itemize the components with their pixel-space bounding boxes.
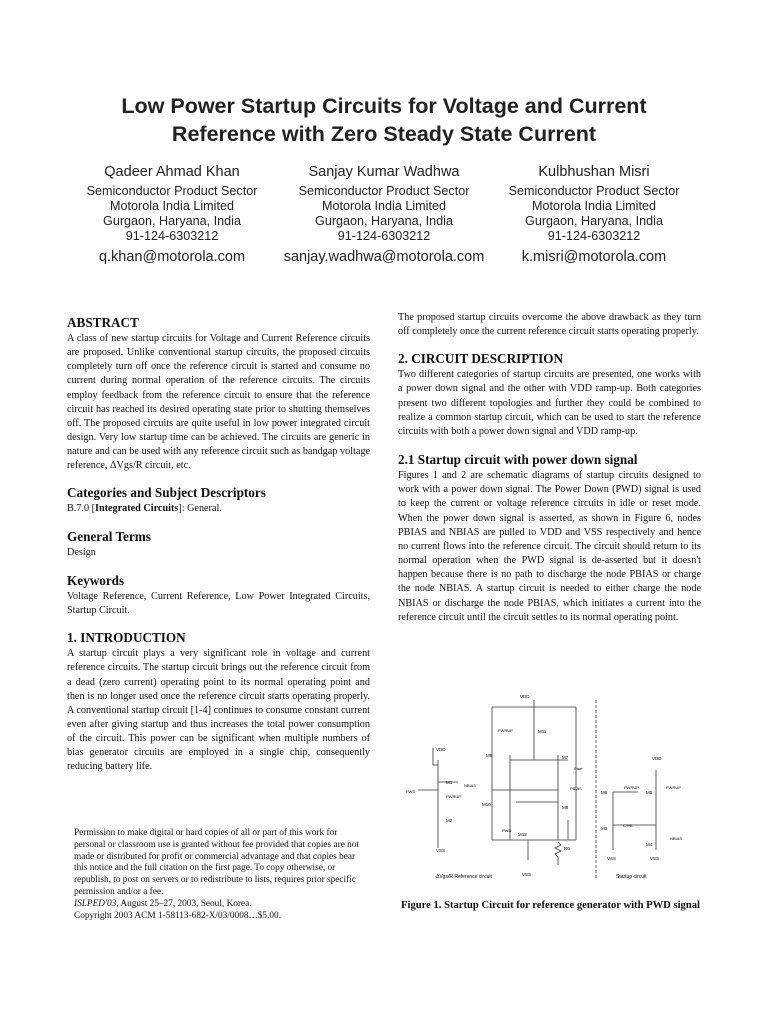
section-2-1-heading: 2.1 Startup circuit with power down signal — [398, 452, 638, 468]
circuit-diagram — [398, 690, 703, 890]
section-2-1-text: Figures 1 and 2 are schematic diagrams of startup circuits designed to work with a power down signal. The Power Down (PWD) signal is used to keep the current or voltage reference circuits in idle or reset mode. When the power down signal is asserted, as shown in Figure 6, nodes PBIAS and NBIAS are pulled to VDD and VSS respectively and hence no current flows into the reference circuit. The circuit should return to its normal operation when the PWD signal is de-asserted but it doesn't happen because there is no path to discharge the node PBIAS or charge the node NBIAS. A startup circuit is needed to either charge the node NBIAS or discharge the node PBIAS, which initiates a current into the reference circuit until the circuit settles to its normal operating point. — [398, 470, 701, 623]
author-email[interactable]: sanjay.wadhwa@motorola.com — [283, 249, 485, 265]
label-ref-circuit: ΔVgs/R Reference circuit — [436, 874, 492, 880]
label-pwrup-3: PWRUP — [624, 785, 639, 790]
author-phone: 91-124-6303212 — [547, 229, 641, 243]
label-pwd-2: PWD — [406, 789, 416, 794]
abstract-heading: ABSTRACT — [67, 315, 139, 330]
categories-text — [67, 502, 370, 516]
label-nbias-2: NBIAS — [670, 836, 683, 841]
label-m10: M10 — [482, 802, 491, 807]
label-pwrup-2: PWRUP — [446, 794, 461, 799]
label-m2: M2 — [446, 818, 453, 823]
author-name: Sanjay Kumar Wadhwa — [308, 164, 460, 180]
label-m11: M11 — [538, 729, 547, 734]
label-m9: M9 — [486, 753, 493, 758]
label-m3: M3 — [601, 826, 608, 831]
intro-text: A startup circuit plays a very significant role in voltage and current reference circuits. The startup circuit brings out the reference circuit from a dead (zero current) operating point to its normal operating point and then is no longer used once the reference circuit starts operating properly. A conventional startup circuit [1-4] continues to consume constant current even after giving startup and thus increases the total power consumption of the circuit. This power can be significant when multiple numbers of bias generator circuits are employed in a single chip, consequently reducing battery life. — [67, 648, 370, 773]
label-vss-2: VSS — [436, 848, 446, 853]
label-m5: M5 — [646, 790, 653, 795]
label-pbias: PBIAS — [570, 786, 582, 791]
permission-notice — [74, 828, 370, 922]
label-pwrup-1: PWRUP — [498, 728, 513, 733]
label-r0: R0 — [564, 846, 570, 851]
label-pwrup-4: PWRUP — [666, 785, 681, 790]
abstract-text: A class of new startup circuits for Voltage and Current Reference circuits are proposed. Unlike conventional startup circuits, the proposed circuits completely turn off once the reference circuit is started and consume no current during normal operation of the reference circuits. The circuits employ feedback from the reference circuit to ensure that the reference circuit has reached its desired operating state prior to shutting themselves off. The proposed circuits are quite useful in low power integrated circuit design. Very low startup time can be achieved. The circuits are generic in nature and can be used with any reference circuit such as bandgap voltage reference, ΔVgs/R circuit, etc. — [67, 333, 370, 472]
author-location: Gurgaon, Haryana, India — [525, 214, 663, 228]
circuit-description-text: Two different categories of startup circuits are presented, one works with a power down signal and the other with VDD ramp-up. Both categories present two different topologies and further they could be combined to realize a common startup circuit, which can be used to start the reference circuits with both a power down signal and VDD ramp-up. — [398, 369, 701, 437]
keywords-heading: Keywords — [67, 572, 125, 588]
right-column — [398, 311, 701, 625]
label-ctrl: CTRL — [623, 823, 634, 828]
label-m7: M7 — [562, 755, 569, 760]
paper-title — [40, 92, 728, 148]
author-org: Semiconductor Product Sector — [86, 184, 258, 198]
figure-1-schematic — [398, 690, 703, 890]
categories-heading: Categories and Subject Descriptors — [67, 484, 266, 500]
categories-bold: Integrated Circuits — [95, 502, 179, 514]
label-vdd-left: VDD — [436, 747, 446, 752]
label-vss-4: VSS — [650, 856, 660, 861]
label-vss-3: VSS — [607, 856, 617, 861]
keywords-text: Voltage Reference, Current Reference, Low Power Integrated Circuits, Startup Circuit. — [67, 590, 370, 617]
label-m6: M6 — [601, 790, 608, 795]
author-company: Motorola India Limited — [532, 199, 656, 213]
label-vss-1: VSS — [522, 872, 532, 877]
author-block-1 — [56, 163, 288, 267]
categories-rest: ]: General. — [178, 502, 222, 514]
label-m12: M12 — [518, 832, 527, 837]
label-nbias-1: NBIAS — [464, 783, 477, 788]
circuit-description-heading: 2. CIRCUIT DESCRIPTION — [398, 351, 563, 367]
label-pwd-1: PWD — [502, 828, 512, 833]
label-start: Start — [574, 766, 583, 771]
right-intro-text: The proposed startup circuits overcome the above drawback as they turn off completely once the current reference circuit starts operating properly. — [398, 312, 701, 338]
author-phone: 91-124-6303212 — [337, 229, 431, 243]
author-company: Motorola India Limited — [110, 199, 234, 213]
label-vdd-right: VDD — [652, 756, 662, 761]
author-email[interactable]: q.khan@motorola.com — [98, 249, 246, 265]
copyright-line: Copyright 2003 ACM 1-58113-682-X/03/0008…$5.00. — [74, 910, 282, 921]
title-line-1: Low Power Startup Circuits for Voltage and Current — [121, 94, 647, 118]
author-phone: 91-124-6303212 — [125, 229, 219, 243]
label-vdd-top: VDD — [520, 694, 530, 699]
general-terms-text: Design — [67, 546, 96, 558]
author-org: Semiconductor Product Sector — [298, 184, 470, 198]
author-org: Semiconductor Product Sector — [508, 184, 680, 198]
author-email[interactable]: k.misri@motorola.com — [521, 249, 667, 265]
author-location: Gurgaon, Haryana, India — [315, 214, 453, 228]
intro-heading: 1. INTRODUCTION — [67, 630, 186, 646]
author-name: Kulbhushan Misri — [538, 164, 650, 180]
author-block-3 — [478, 163, 710, 267]
label-startup-circuit: Startup circuit — [616, 874, 647, 880]
categories-code: B.7.0 [ — [67, 502, 96, 514]
author-company: Motorola India Limited — [322, 199, 446, 213]
figure-caption: Figure 1. Startup Circuit for reference generator with PWD signal — [401, 900, 700, 911]
venue-rest: August 25–27, 2003, Seoul, Korea. — [118, 898, 252, 909]
author-location: Gurgaon, Haryana, India — [103, 214, 241, 228]
permission-text: Permission to make digital or hard copies of all or part of this work for personal or classroom use is granted without fee provided that copies are not made or distributed for profit or commercial advantage and that copies bear this notice and the full citation on the first page. To copy otherwise, or republish, to post on servers or to redistribute to lists, requires prior specific permission and/or a fee. — [74, 828, 360, 897]
general-terms-heading: General Terms — [67, 528, 151, 544]
label-m1: M1 — [446, 780, 453, 785]
label-m4: M4 — [646, 842, 653, 847]
venue-italic: ISLPED'03, — [74, 898, 119, 909]
left-column — [67, 314, 370, 775]
author-name: Qadeer Ahmad Khan — [104, 164, 240, 180]
title-line-2: Reference with Zero Steady State Current — [171, 122, 597, 146]
author-block-2 — [268, 163, 500, 267]
conference-venue — [74, 899, 370, 911]
label-m8: M8 — [562, 805, 569, 810]
